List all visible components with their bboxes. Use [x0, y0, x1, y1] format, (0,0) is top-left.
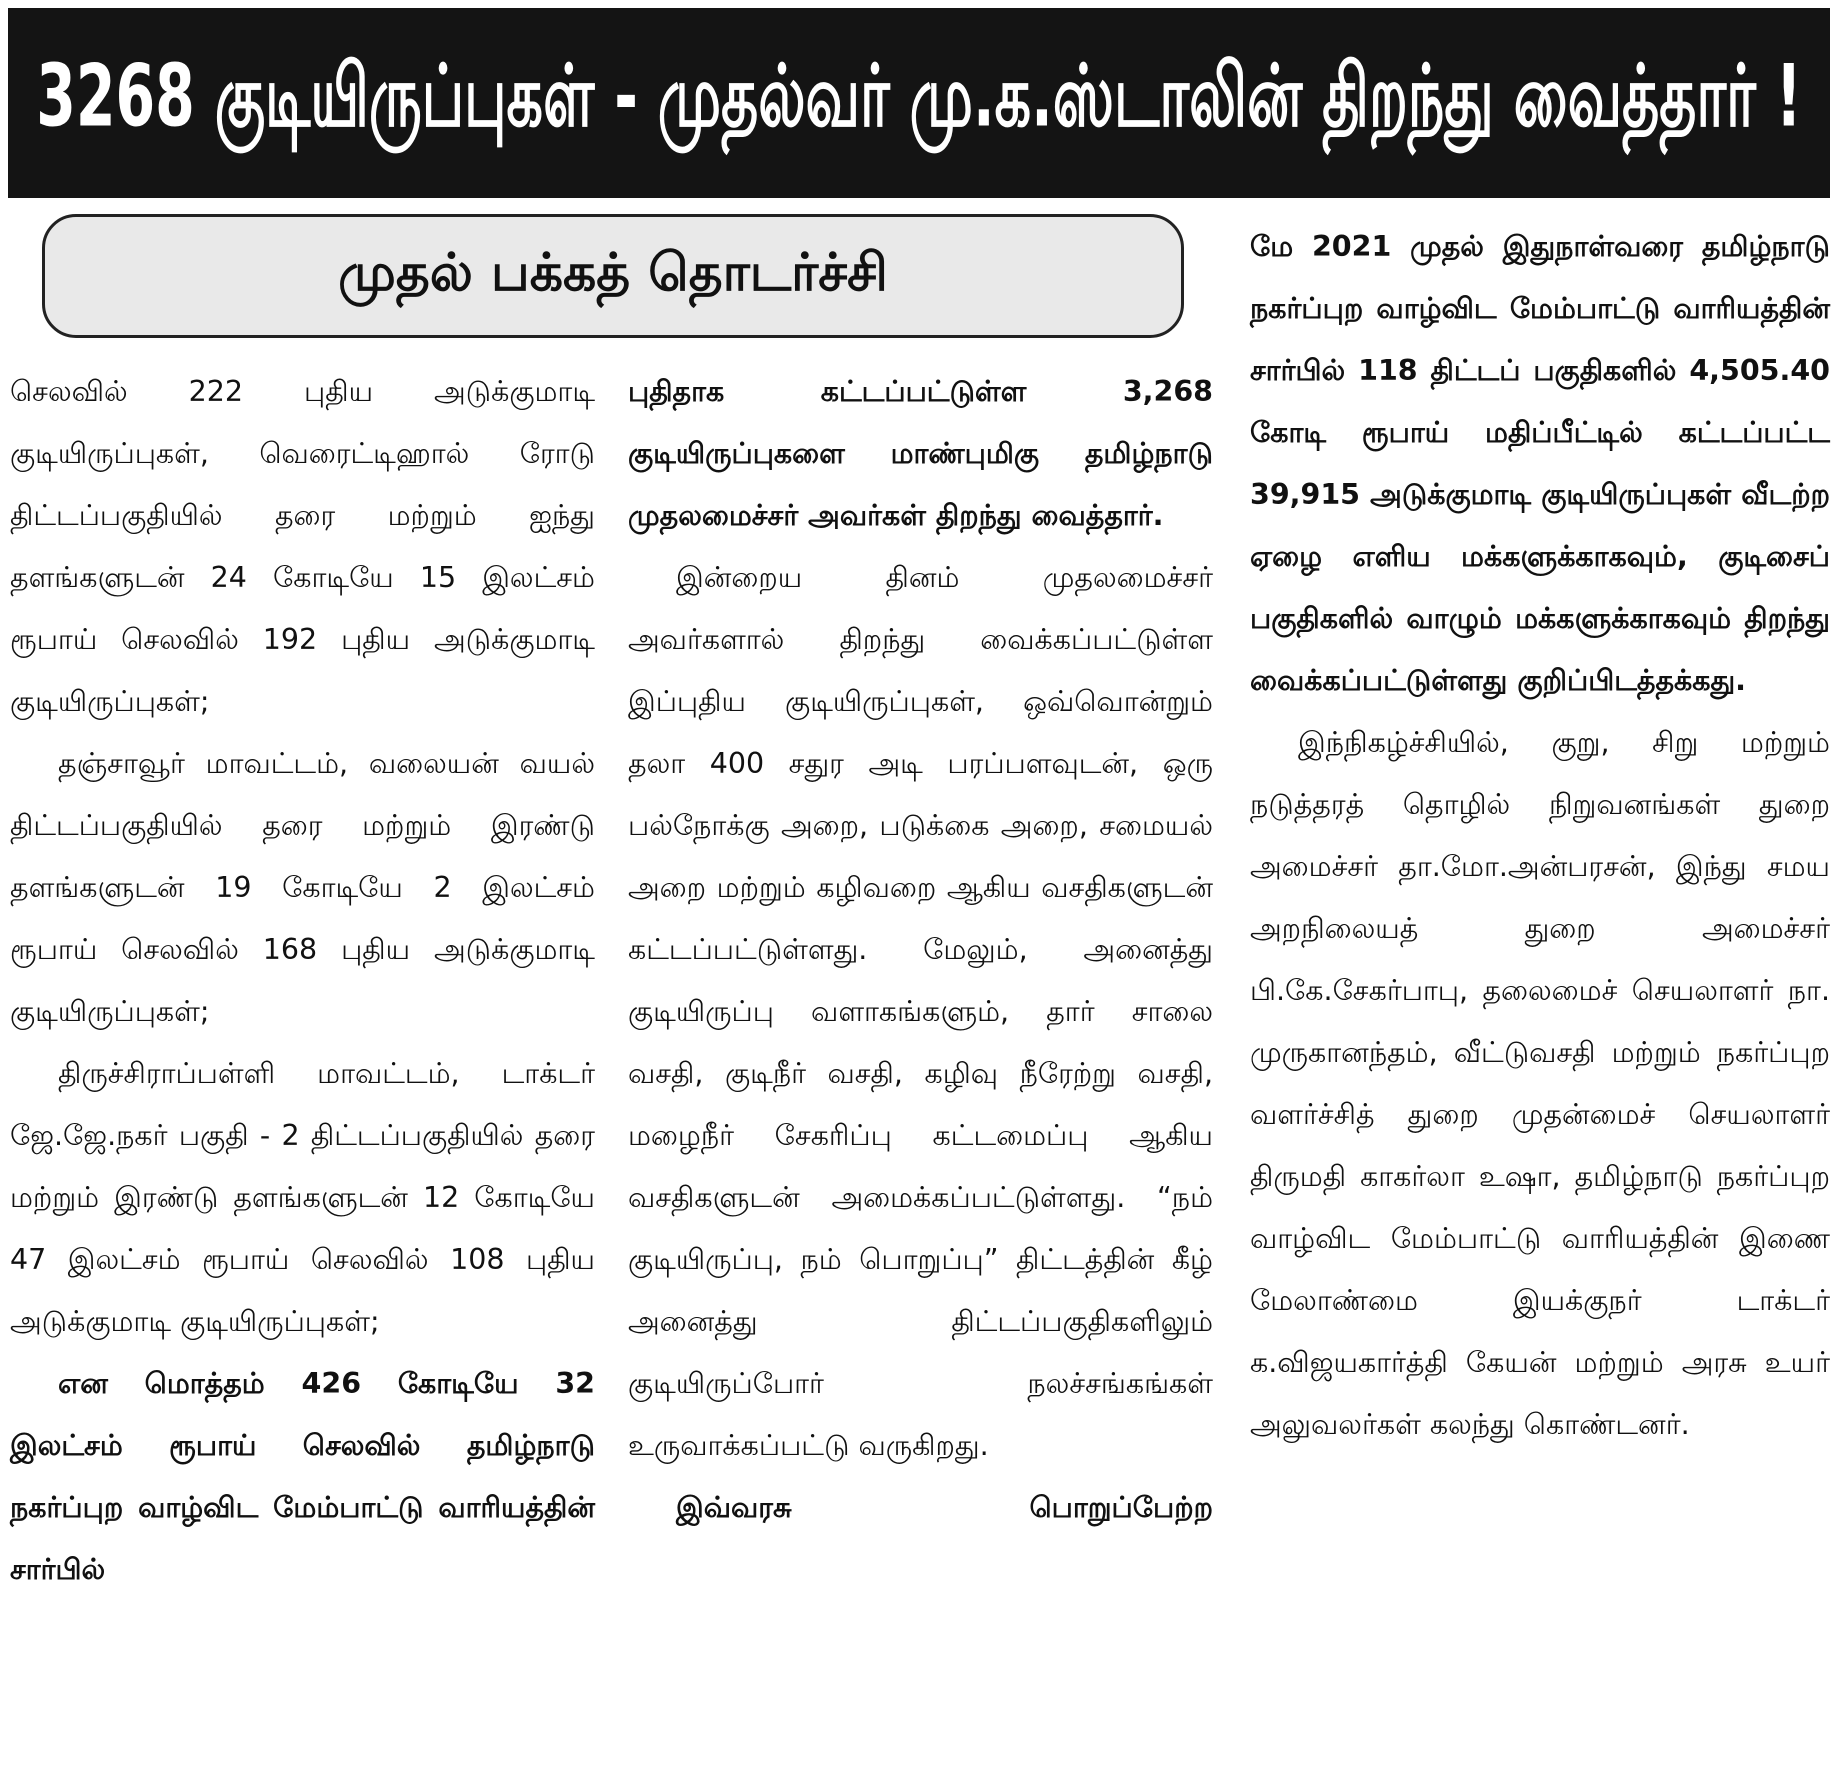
paragraph-bold: என மொத்தம் 426 கோடியே 32 இலட்சம் ரூபாய் செலவில் தமிழ்நாடு நகர்ப்புற வாழ்விட மேம்பாட்டு வாரியத்தின் சார்பில்: [10, 1367, 595, 1586]
paragraph: இந்நிகழ்ச்சியில், குறு, சிறு மற்றும் நடுத்தரத் தொழில் நிறுவனங்கள் துறை அமைச்சர் தா.மோ.அன்பரசன், இந்து சமய அறநிலையத் துறை அமைச்சர் பி.கே.சேகர்பாபு, தலைமைச் செயலாளர் நா. முருகானந்தம், வீட்டுவசதி மற்றும் நகர்ப்புற வளர்ச்சித் துறை முதன்மைச் செயலாளர் திருமதி காகர்லா உஷா, தமிழ்நாடு நகர்ப்புற வாழ்விட மேம்பாட்டு வாரியத்தின் இணை மேலாண்மை இயக்குநர் டாக்டர் க.விஜயகார்த்தி கேயன் மற்றும் அரசு உயர் அலுவலர்கள் கலந்து கொண்டனர்.: [1250, 726, 1830, 1441]
continuation-label: முதல் பக்கத் தொடர்ச்சி: [338, 242, 888, 303]
headline: 3268 குடியிருப்புகள் - முதல்வர் மு.க.ஸ்டாலின் திறந்து வைத்தார் !: [36, 47, 1802, 147]
paragraph-bold: இவ்வரசு பொறுப்பேற்ற: [676, 1491, 1213, 1524]
paragraph-bold: மே 2021 முதல் இதுநாள்வரை தமிழ்நாடு நகர்ப்புற வாழ்விட மேம்பாட்டு வாரியத்தின் சார்பில் 118 திட்டப் பகுதிகளில் 4,505.40 கோடி ரூபாய் மதிப்பீட்டில் கட்டப்பட்ட 39,915 அடுக்குமாடி குடியிருப்புகள் வீடற்ற ஏழை எளிய மக்களுக்காகவும், குடிசைப் பகுதிகளில் வாழும் மக்களுக்காகவும் திறந்து வைக்கப்பட்டுள்ளது குறிப்பிடத்தக்கது.: [1250, 230, 1830, 697]
continuation-box: [42, 214, 1184, 338]
paragraph: செலவில் 222 புதிய அடுக்குமாடி குடியிருப்புகள், வெரைட்டிஹால் ரோடு திட்டப்பகுதியில் தரை மற்றும் ஐந்து தளங்களுடன் 24 கோடியே 15 இலட்சம் ரூபாய் செலவில் 192 புதிய அடுக்குமாடி குடியிருப்புகள்;: [10, 375, 595, 718]
paragraph: திருச்சிராப்பள்ளி மாவட்டம், டாக்டர் ஜே.ஜே.நகர் பகுதி - 2 திட்டப்பகுதியில் தரை மற்றும் இரண்டு தளங்களுடன் 12 கோடியே 47 இலட்சம் ரூபாய் செலவில் 108 புதிய அடுக்குமாடி குடியிருப்புகள்;: [10, 1057, 595, 1338]
paragraph: தஞ்சாவூர் மாவட்டம், வலையன் வயல் திட்டப்பகுதியில் தரை மற்றும் இரண்டு தளங்களுடன் 19 கோடியே 2 இலட்சம் ரூபாய் செலவில் 168 புதிய அடுக்குமாடி குடியிருப்புகள்;: [10, 747, 595, 1028]
headline-banner: [8, 8, 1830, 198]
article-column-3: [1250, 216, 1830, 1456]
paragraph: இன்றைய தினம் முதலமைச்சர் அவர்களால் திறந்து வைக்கப்பட்டுள்ள இப்புதிய குடியிருப்புகள், ஒவ்வொன்றும் தலா 400 சதுர அடி பரப்பளவுடன், ஒரு பல்நோக்கு அறை, படுக்கை அறை, சமையல் அறை மற்றும் கழிவறை ஆகிய வசதிகளுடன் கட்டப்பட்டுள்ளது. மேலும், அனைத்து குடியிருப்பு வளாகங்களும், தார் சாலை வசதி, குடிநீர் வசதி, கழிவு நீரேற்று வசதி, மழைநீர் சேகரிப்பு கட்டமைப்பு ஆகிய வசதிகளுடன் அமைக்கப்பட்டுள்ளது. “நம் குடியிருப்பு, நம் பொறுப்பு” திட்டத்தின் கீழ் அனைத்து திட்டப்பகுதிகளிலும் குடியிருப்போர் நலச்சங்கங்கள் உருவாக்கப்பட்டு வருகிறது.: [628, 561, 1213, 1462]
paragraph-bold: புதிதாக கட்டப்பட்டுள்ள 3,268 குடியிருப்புகளை மாண்புமிகு தமிழ்நாடு முதலமைச்சர் அவர்கள் திறந்து வைத்தார்.: [628, 375, 1213, 532]
article-column-2: [628, 361, 1213, 1539]
article-column-1: [10, 361, 595, 1601]
